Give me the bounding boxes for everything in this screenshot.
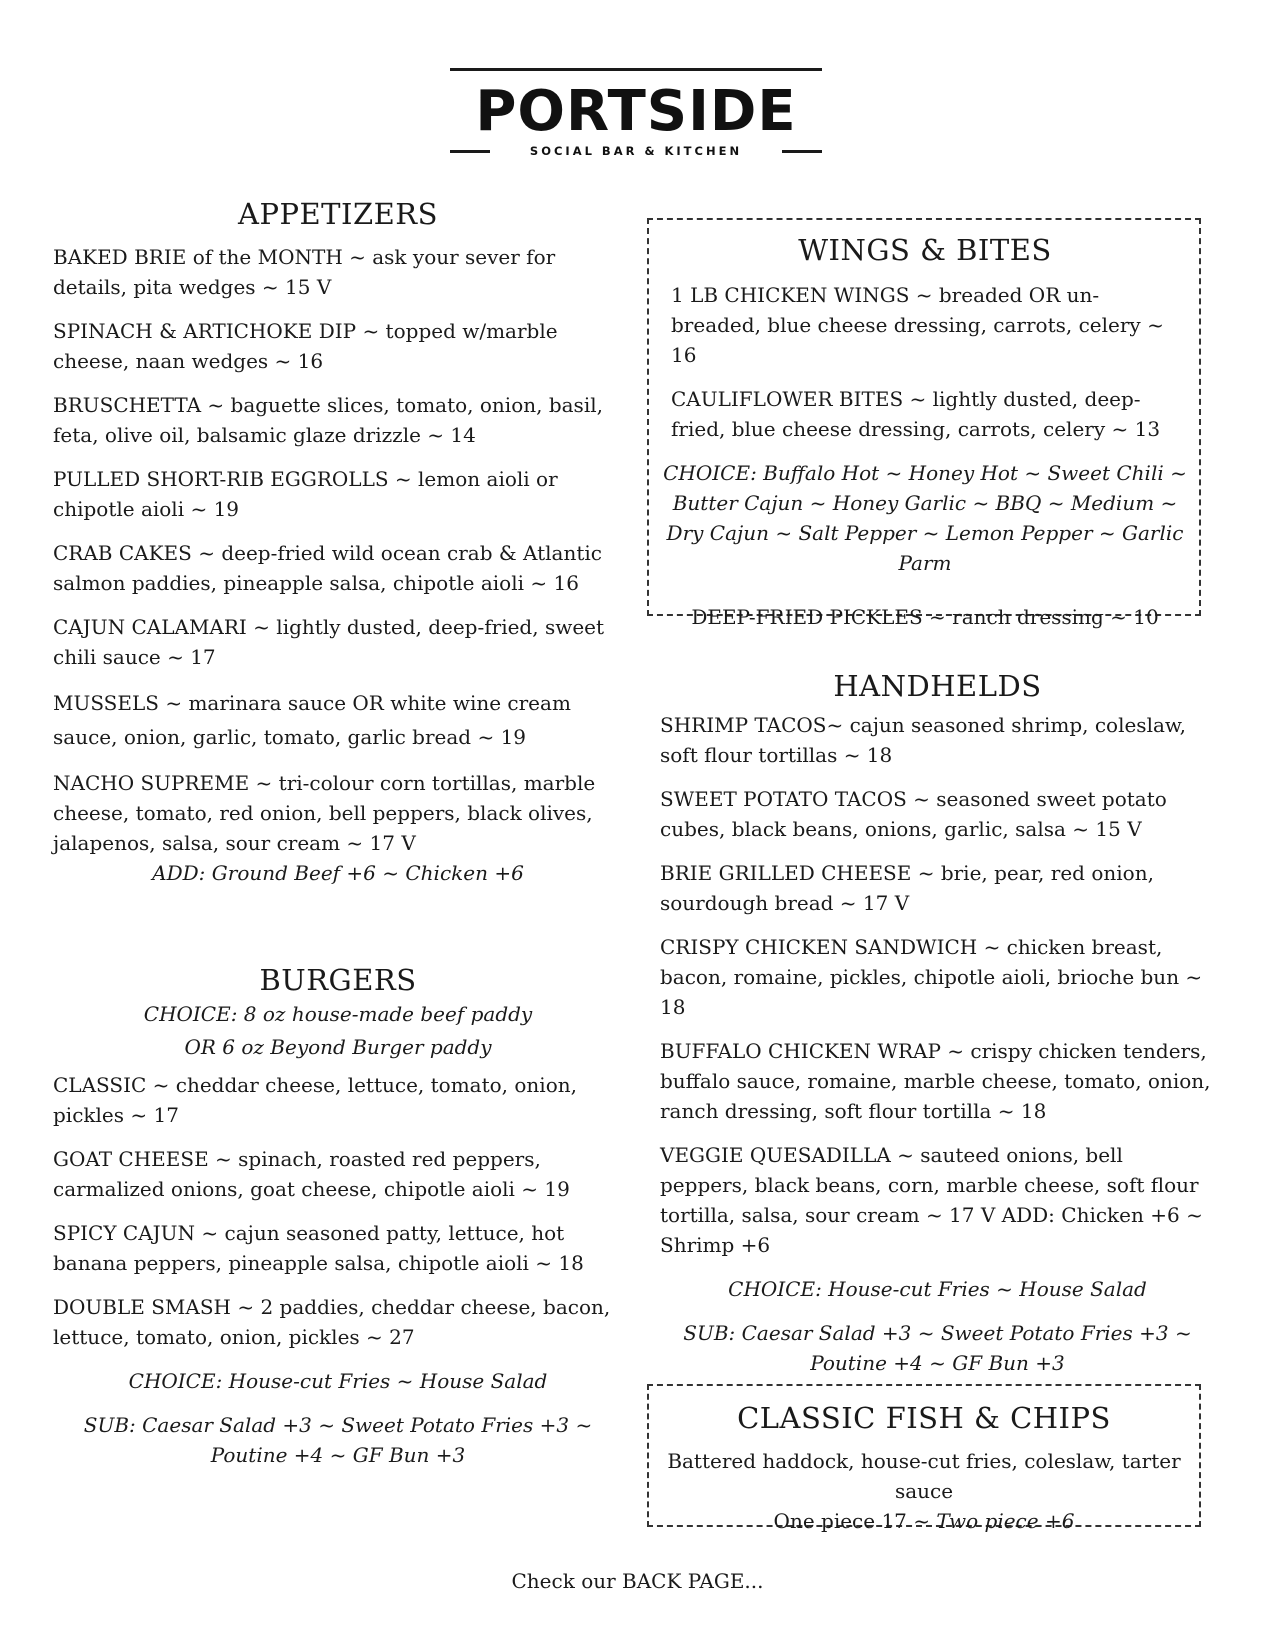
handhelds-title: HANDHELDS xyxy=(833,669,1042,703)
burger-side-choice: CHOICE: House-cut Fries ~ House Salad xyxy=(128,1369,548,1393)
menu-item-brie-grilled-cheese: BRIE GRILLED CHEESE ~ brie, pear, red onion, sourdough bread ~ 17 V xyxy=(660,861,1154,915)
burgers-title: BURGERS xyxy=(259,963,417,997)
menu-item-chicken-wings: 1 LB CHICKEN WINGS ~ breaded OR un-breaded, blue cheese dressing, carrots, celery ~ 16 xyxy=(671,283,1164,367)
fish-chips-title: CLASSIC FISH & CHIPS xyxy=(737,1401,1111,1435)
menu-item-spicy-cajun-burger: SPICY CAJUN ~ cajun seasoned patty, lettuce, hot banana peppers, pineapple salsa, chipotle aioli ~ 18 xyxy=(53,1221,584,1275)
logo-wordmark: PORTSIDE xyxy=(475,79,797,144)
fish-chips-description: Battered haddock, house-cut fries, coleslaw, tarter sauce xyxy=(667,1449,1181,1503)
menu-item-calamari: CAJUN CALAMARI ~ lightly dusted, deep-fried, sweet chili sauce ~ 17 xyxy=(53,615,605,669)
handheld-sub-line-2: Poutine +4 ~ GF Bun +3 xyxy=(810,1351,1065,1375)
logo-rule-right xyxy=(782,150,822,153)
appetizers-section xyxy=(53,196,623,888)
burger-patty-choice-2: OR 6 oz Beyond Burger paddy xyxy=(184,1035,492,1059)
menu-item-baked-brie: BAKED BRIE of the MONTH ~ ask your sever for details, pita wedges ~ 15 V xyxy=(53,245,556,299)
fish-chips-pricing xyxy=(649,1506,1199,1536)
menu-item-bruschetta: BRUSCHETTA ~ baguette slices, tomato, onion, basil, feta, olive oil, balsamic glaze drizzle ~ 14 xyxy=(53,393,603,447)
nacho-add-note: ADD: Ground Beef +6 ~ Chicken +6 xyxy=(152,861,524,885)
burger-sub-line-1: SUB: Caesar Salad +3 ~ Sweet Potato Fries +3 ~ xyxy=(83,1413,593,1437)
fish-chips-box xyxy=(647,1384,1201,1533)
logo-tagline: SOCIAL BAR & KITCHEN xyxy=(529,144,743,158)
handheld-sub-line-1: SUB: Caesar Salad +3 ~ Sweet Potato Fries +3 ~ xyxy=(683,1321,1192,1345)
wings-bites-box xyxy=(647,218,1201,629)
menu-item-sweet-potato-tacos: SWEET POTATO TACOS ~ seasoned sweet potato cubes, black beans, onions, garlic, salsa ~ 15 V xyxy=(660,787,1167,841)
burger-sub-line-2: Poutine +4 ~ GF Bun +3 xyxy=(210,1443,466,1467)
menu-item-deep-fried-pickles: DEEP-FRIED PICKLES ~ ranch dressing ~ 10 xyxy=(691,605,1159,629)
logo-tagline-row xyxy=(450,144,822,158)
portside-logo xyxy=(450,68,822,160)
menu-item-crab-cakes: CRAB CAKES ~ deep-fried wild ocean crab & Atlantic salmon paddies, pineapple salsa, chipotle aioli ~ 16 xyxy=(53,541,602,595)
back-page-note: Check our BACK PAGE... xyxy=(511,1569,764,1593)
menu-item-shrimp-tacos: SHRIMP TACOS~ cajun seasoned shrimp, coleslaw, soft flour tortillas ~ 18 xyxy=(660,713,1186,767)
menu-item-cauliflower-bites: CAULIFLOWER BITES ~ lightly dusted, deep-fried, blue cheese dressing, carrots, celery ~ 13 xyxy=(671,387,1161,441)
menu-item-classic-burger: CLASSIC ~ cheddar cheese, lettuce, tomato, onion, pickles ~ 17 xyxy=(53,1073,577,1127)
handhelds-section xyxy=(660,668,1215,1378)
handheld-side-choice: CHOICE: House-cut Fries ~ House Salad xyxy=(728,1277,1147,1301)
burger-patty-choice-1: CHOICE: 8 oz house-made beef paddy xyxy=(143,1002,533,1026)
menu-item-eggrolls: PULLED SHORT-RIB EGGROLLS ~ lemon aioli or chipotle aioli ~ 19 xyxy=(53,467,558,521)
logo-rule-left xyxy=(450,150,490,153)
fish-two-piece-price: Two piece +6 xyxy=(936,1509,1075,1533)
menu-item-crispy-chicken-sandwich: CRISPY CHICKEN SANDWICH ~ chicken breast, bacon, romaine, pickles, chipotle aioli, brioche bun ~ 18 xyxy=(660,935,1203,1019)
menu-item-veggie-quesadilla: VEGGIE QUESADILLA ~ sauteed onions, bell peppers, black beans, corn, marble cheese, soft flour tortilla, salsa, sour cream ~ 17 V ADD: Chicken +6 ~ Shrimp +6 xyxy=(660,1143,1203,1257)
logo-top-rule xyxy=(450,68,822,71)
menu-item-mussels: MUSSELS ~ marinara sauce OR white wine cream sauce, onion, garlic, tomato, garlic bread ~ 19 xyxy=(53,691,571,749)
menu-item-buffalo-chicken-wrap: BUFFALO CHICKEN WRAP ~ crispy chicken tenders, buffalo sauce, romaine, marble cheese, tomato, onion, ranch dressing, soft flour tortilla ~ 18 xyxy=(660,1039,1211,1123)
menu-item-nacho-supreme: NACHO SUPREME ~ tri-colour corn tortillas, marble cheese, tomato, red onion, bell peppers, black olives, jalapenos, salsa, sour cream ~ 17 V xyxy=(53,771,596,855)
menu-item-double-smash: DOUBLE SMASH ~ 2 paddies, cheddar cheese, bacon, lettuce, tomato, onion, pickles ~ 27 xyxy=(53,1295,611,1349)
appetizers-title: APPETIZERS xyxy=(238,197,438,231)
menu-item-spinach-dip: SPINACH & ARTICHOKE DIP ~ topped w/marble cheese, naan wedges ~ 16 xyxy=(53,319,558,373)
wings-title: WINGS & BITES xyxy=(798,233,1052,267)
wing-sauce-choice: CHOICE: Buffalo Hot ~ Honey Hot ~ Sweet Chili ~ Butter Cajun ~ Honey Garlic ~ BBQ ~ Medium ~ Dry Cajun ~ Salt Pepper ~ Lemon Pepper ~ Garlic Parm xyxy=(663,461,1187,575)
menu-item-goat-cheese-burger: GOAT CHEESE ~ spinach, roasted red peppers, carmalized onions, goat cheese, chipotle aioli ~ 19 xyxy=(53,1147,570,1201)
fish-one-piece-price: One piece 17 ~ xyxy=(773,1509,937,1533)
burgers-section xyxy=(53,962,623,1470)
